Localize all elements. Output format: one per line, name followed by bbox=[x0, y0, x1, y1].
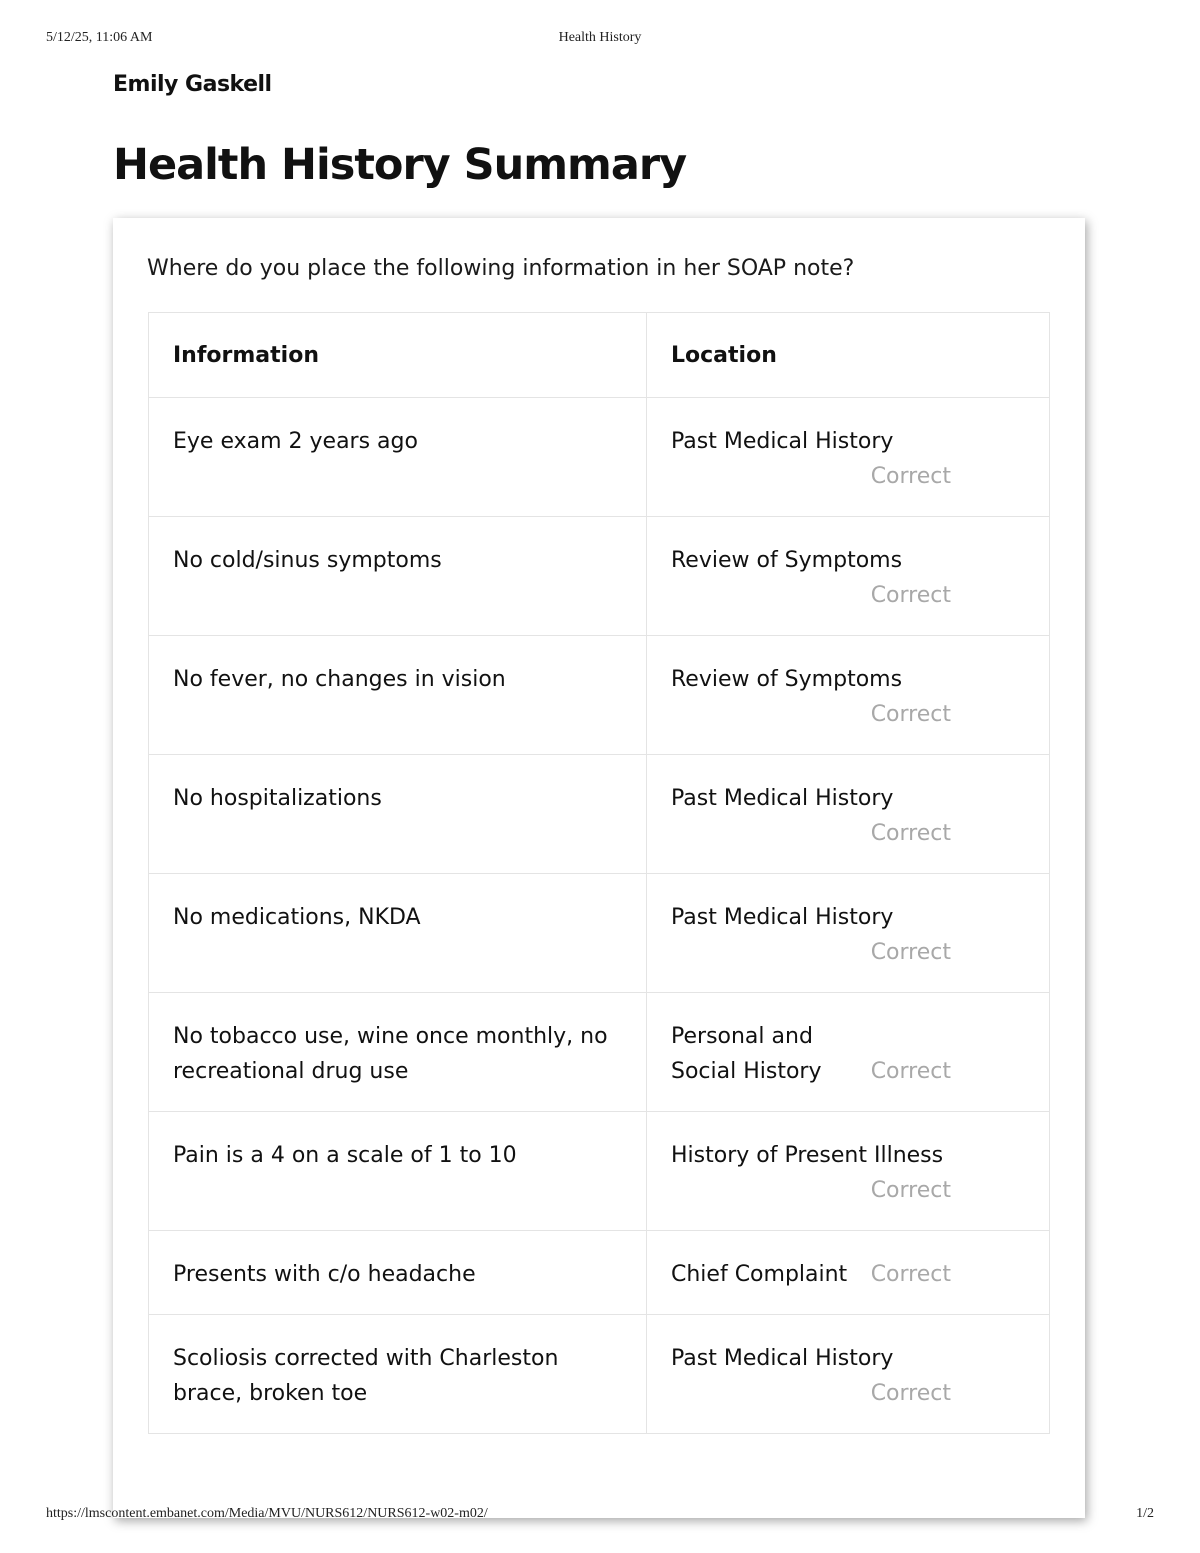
information-cell: No hospitalizations bbox=[149, 755, 647, 874]
location-cell bbox=[647, 1315, 1050, 1434]
table-row bbox=[149, 1112, 1050, 1231]
information-cell: Eye exam 2 years ago bbox=[149, 398, 647, 517]
status-label: Correct bbox=[870, 702, 951, 727]
print-page-title: Health History bbox=[558, 30, 642, 45]
status-label: Correct bbox=[870, 940, 951, 965]
location-value: Chief Complaint bbox=[671, 1262, 848, 1287]
location-cell bbox=[647, 1112, 1050, 1231]
status-label: Correct bbox=[870, 1262, 951, 1287]
table-row bbox=[149, 1231, 1050, 1315]
print-header bbox=[46, 30, 1154, 50]
table-row bbox=[149, 755, 1050, 874]
status-label: Correct bbox=[870, 821, 951, 846]
information-cell: Presents with c/o headache bbox=[149, 1231, 647, 1315]
table-row bbox=[149, 993, 1050, 1112]
information-cell: Pain is a 4 on a scale of 1 to 10 bbox=[149, 1112, 647, 1231]
location-value: Past Medical History bbox=[671, 786, 894, 811]
location-value: Review of Symptoms bbox=[671, 667, 903, 692]
location-value: Past Medical History bbox=[671, 1346, 894, 1371]
status-label: Correct bbox=[870, 464, 951, 489]
location-value: Past Medical History bbox=[671, 429, 894, 454]
location-cell bbox=[647, 993, 1050, 1112]
summary-card bbox=[113, 218, 1085, 1518]
column-header-location: Location bbox=[647, 313, 1050, 398]
location-value: Personal and Social History bbox=[671, 1024, 822, 1084]
table-row bbox=[149, 517, 1050, 636]
column-header-information: Information bbox=[149, 313, 647, 398]
location-cell bbox=[647, 398, 1050, 517]
location-cell bbox=[647, 874, 1050, 993]
question-prompt: Where do you place the following information in her SOAP note? bbox=[147, 256, 855, 281]
status-label: Correct bbox=[870, 1381, 951, 1406]
status-label: Correct bbox=[870, 1059, 951, 1084]
page-number: 1/2 bbox=[1136, 1506, 1154, 1521]
information-cell: No tobacco use, wine once monthly, no recreational drug use bbox=[149, 993, 647, 1112]
location-cell bbox=[647, 1231, 1050, 1315]
information-cell: Scoliosis corrected with Charleston brace, broken toe bbox=[149, 1315, 647, 1434]
table-row bbox=[149, 874, 1050, 993]
page-url: https://lmscontent.embanet.com/Media/MVU/NURS612/NURS612-w02-m02/ bbox=[46, 1506, 488, 1521]
table-header-row bbox=[149, 313, 1050, 398]
location-cell bbox=[647, 636, 1050, 755]
soap-table bbox=[148, 312, 1050, 1434]
page-title: Health History Summary bbox=[113, 140, 687, 190]
information-cell: No medications, NKDA bbox=[149, 874, 647, 993]
table-row bbox=[149, 1315, 1050, 1434]
location-value: Past Medical History bbox=[671, 905, 894, 930]
information-cell: No fever, no changes in vision bbox=[149, 636, 647, 755]
location-cell bbox=[647, 755, 1050, 874]
table-row bbox=[149, 398, 1050, 517]
print-footer bbox=[46, 1506, 1154, 1526]
location-value: History of Present Illness bbox=[671, 1143, 944, 1168]
status-label: Correct bbox=[870, 583, 951, 608]
print-datetime: 5/12/25, 11:06 AM bbox=[46, 30, 153, 45]
location-cell bbox=[647, 517, 1050, 636]
status-label: Correct bbox=[870, 1178, 951, 1203]
student-name: Emily Gaskell bbox=[113, 72, 272, 97]
location-value: Review of Symptoms bbox=[671, 548, 903, 573]
table-row bbox=[149, 636, 1050, 755]
information-cell: No cold/sinus symptoms bbox=[149, 517, 647, 636]
